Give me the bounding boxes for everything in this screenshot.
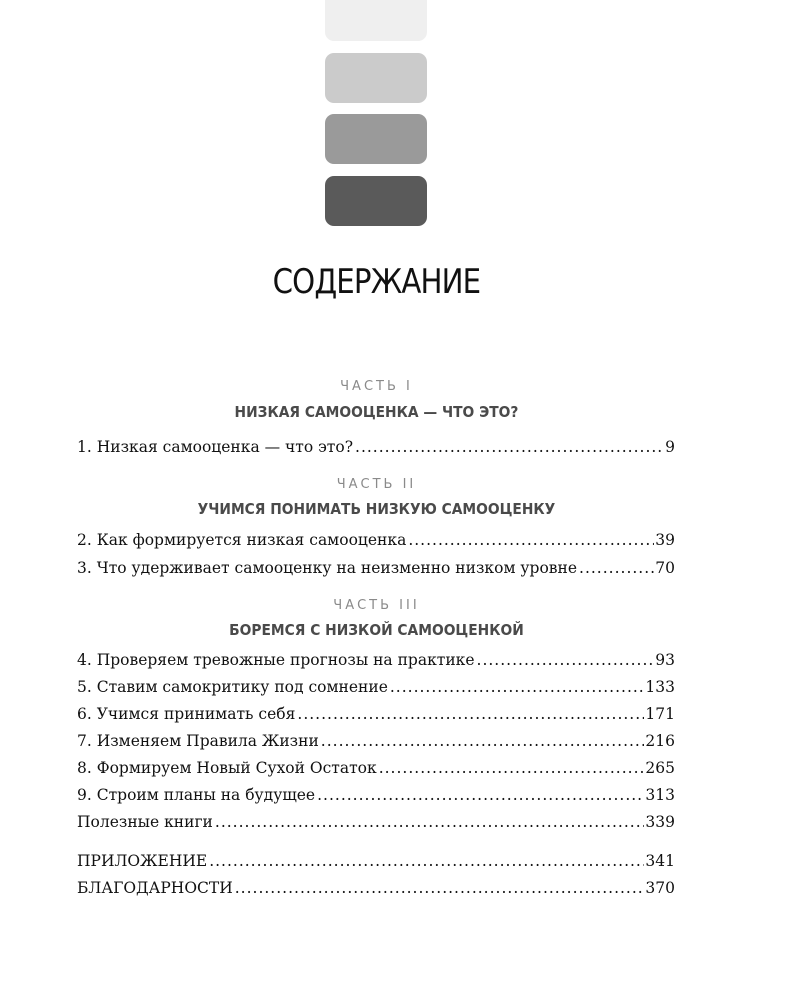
leader-dots xyxy=(297,705,644,723)
toc-entry-title: 1. Низкая самооценка — что это? xyxy=(77,438,354,456)
leader-dots xyxy=(477,651,655,669)
toc-entry-page: 341 xyxy=(645,852,675,870)
toc-entry-4[interactable] xyxy=(77,651,675,669)
leader-dots xyxy=(379,759,645,777)
gray-swatch-medium xyxy=(325,114,427,164)
toc-entry-title: 5. Ставим самокритику под сомнение xyxy=(77,678,388,696)
leader-dots xyxy=(355,438,664,456)
leader-dots xyxy=(317,786,644,804)
toc-entry-3[interactable] xyxy=(77,559,675,577)
leader-dots xyxy=(408,531,654,549)
toc-entry-page: 9 xyxy=(665,438,675,456)
part-title-3: БОРЕМСЯ С НИЗКОЙ САМООЦЕНКОЙ xyxy=(229,621,524,639)
toc-entry-5[interactable] xyxy=(77,678,675,696)
part-label-3: ЧАСТЬ III xyxy=(333,598,420,613)
gray-swatch-light-medium xyxy=(325,53,427,103)
gray-swatch-dark xyxy=(325,176,427,226)
toc-entry-1[interactable] xyxy=(77,438,675,456)
leader-dots xyxy=(390,678,645,696)
leader-dots xyxy=(579,559,654,577)
leader-dots xyxy=(321,732,645,750)
toc-entry-6[interactable] xyxy=(77,705,675,723)
toc-entry-8[interactable] xyxy=(77,759,675,777)
part-label-1: ЧАСТЬ I xyxy=(340,379,413,394)
toc-entry-title: 4. Проверяем тревожные прогнозы на практике xyxy=(77,651,475,669)
toc-entry-appendix[interactable] xyxy=(77,852,675,870)
leader-dots xyxy=(209,852,644,870)
toc-entry-acknowledgements[interactable] xyxy=(77,879,675,897)
toc-entry-title: ПРИЛОЖЕНИЕ xyxy=(77,852,208,870)
part-title-2: УЧИМСЯ ПОНИМАТЬ НИЗКУЮ САМООЦЕНКУ xyxy=(197,500,556,518)
toc-entry-page: 93 xyxy=(655,651,675,669)
toc-entry-title: 3. Что удерживает самооценку на неизменно низком уровне xyxy=(77,559,578,577)
toc-entry-title: БЛАГОДАРНОСТИ xyxy=(77,879,233,897)
toc-entry-title: 6. Учимся принимать себя xyxy=(77,705,296,723)
toc-entry-page: 133 xyxy=(645,678,675,696)
page-title: СОДЕРЖАНИЕ xyxy=(272,262,481,302)
toc-entry-page: 39 xyxy=(655,531,675,549)
toc-entry-useful-books[interactable] xyxy=(77,813,675,831)
toc-entry-title: 2. Как формируется низкая самооценка xyxy=(77,531,407,549)
leader-dots xyxy=(215,813,645,831)
toc-entry-page: 265 xyxy=(645,759,675,777)
gray-swatch-light xyxy=(325,0,427,41)
toc-entry-page: 339 xyxy=(645,813,675,831)
toc-entry-title: 8. Формируем Новый Сухой Остаток xyxy=(77,759,377,777)
leader-dots xyxy=(235,879,645,897)
toc-entry-2[interactable] xyxy=(77,531,675,549)
part-label-2: ЧАСТЬ II xyxy=(336,477,417,492)
toc-entry-page: 216 xyxy=(645,732,675,750)
toc-entry-9[interactable] xyxy=(77,786,675,804)
toc-entry-title: 9. Строим планы на будущее xyxy=(77,786,316,804)
part-title-1: НИЗКАЯ САМООЦЕНКА — ЧТО ЭТО? xyxy=(234,403,519,421)
toc-entry-page: 370 xyxy=(645,879,675,897)
toc-entry-title: 7. Изменяем Правила Жизни xyxy=(77,732,319,750)
toc-entry-7[interactable] xyxy=(77,732,675,750)
toc-entry-page: 171 xyxy=(645,705,675,723)
toc-entry-title: Полезные книги xyxy=(77,813,213,831)
toc-entry-page: 313 xyxy=(645,786,675,804)
toc-entry-page: 70 xyxy=(655,559,675,577)
